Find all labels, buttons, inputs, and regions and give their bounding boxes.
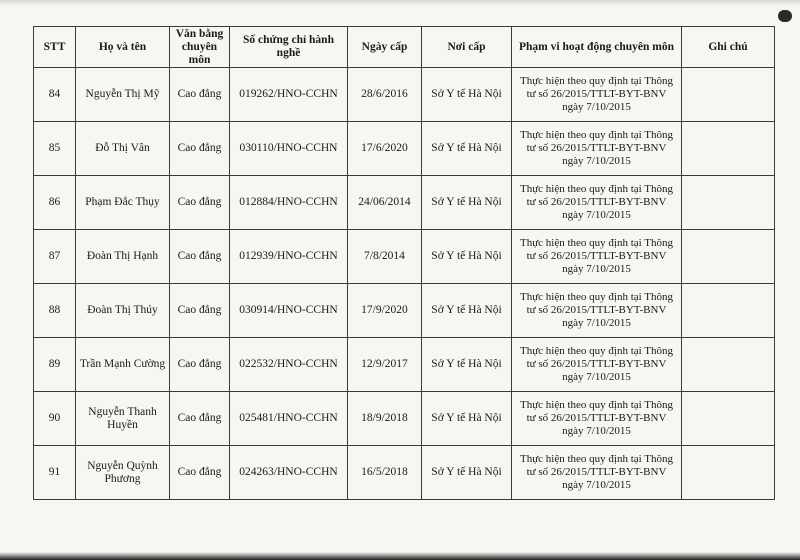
cell-cert: 019262/HNO-CCHN — [230, 68, 348, 122]
table-row — [34, 446, 775, 500]
cell-name: Phạm Đắc Thụy — [76, 176, 170, 230]
cell-note — [682, 122, 775, 176]
cell-scope: Thực hiện theo quy định tại Thông tư số 26/2015/TTLT-BYT-BNV ngày 7/10/2015 — [512, 230, 682, 284]
cell-cert: 030110/HNO-CCHN — [230, 122, 348, 176]
cell-place: Sở Y tế Hà Nội — [422, 230, 512, 284]
cell-scope: Thực hiện theo quy định tại Thông tư số 26/2015/TTLT-BYT-BNV ngày 7/10/2015 — [512, 446, 682, 500]
cell-note — [682, 284, 775, 338]
cell-scope: Thực hiện theo quy định tại Thông tư số 26/2015/TTLT-BYT-BNV ngày 7/10/2015 — [512, 68, 682, 122]
cell-stt: 91 — [34, 446, 76, 500]
cell-date: 7/8/2014 — [348, 230, 422, 284]
table-row — [34, 176, 775, 230]
cell-note — [682, 176, 775, 230]
cell-date: 17/9/2020 — [348, 284, 422, 338]
cell-name: Đỗ Thị Vân — [76, 122, 170, 176]
cell-date: 24/06/2014 — [348, 176, 422, 230]
cell-stt: 86 — [34, 176, 76, 230]
cell-cert: 030914/HNO-CCHN — [230, 284, 348, 338]
cell-place: Sở Y tế Hà Nội — [422, 338, 512, 392]
cell-date: 12/9/2017 — [348, 338, 422, 392]
table-row — [34, 284, 775, 338]
cell-degree: Cao đẳng — [170, 392, 230, 446]
cell-name: Đoàn Thị Thúy — [76, 284, 170, 338]
table-row — [34, 68, 775, 122]
cell-place: Sở Y tế Hà Nội — [422, 446, 512, 500]
cell-name: Nguyễn Quỳnh Phương — [76, 446, 170, 500]
practitioner-table — [33, 26, 775, 500]
cell-place: Sở Y tế Hà Nội — [422, 284, 512, 338]
cell-name: Trần Mạnh Cường — [76, 338, 170, 392]
col-header-stt: STT — [34, 27, 76, 68]
cell-cert: 024263/HNO-CCHN — [230, 446, 348, 500]
cell-degree: Cao đẳng — [170, 176, 230, 230]
table-row — [34, 392, 775, 446]
scan-bottom-shadow — [0, 552, 800, 560]
cell-date: 16/5/2018 — [348, 446, 422, 500]
col-header-cert: Số chứng chỉ hành nghề — [230, 27, 348, 68]
cell-stt: 89 — [34, 338, 76, 392]
cell-degree: Cao đẳng — [170, 68, 230, 122]
cell-scope: Thực hiện theo quy định tại Thông tư số 26/2015/TTLT-BYT-BNV ngày 7/10/2015 — [512, 176, 682, 230]
cell-cert: 025481/HNO-CCHN — [230, 392, 348, 446]
cell-cert: 012884/HNO-CCHN — [230, 176, 348, 230]
table-row — [34, 338, 775, 392]
cell-place: Sở Y tế Hà Nội — [422, 176, 512, 230]
cell-scope: Thực hiện theo quy định tại Thông tư số 26/2015/TTLT-BYT-BNV ngày 7/10/2015 — [512, 392, 682, 446]
cell-place: Sở Y tế Hà Nội — [422, 392, 512, 446]
table-row — [34, 230, 775, 284]
cell-note — [682, 230, 775, 284]
cell-degree: Cao đẳng — [170, 338, 230, 392]
cell-name: Đoàn Thị Hạnh — [76, 230, 170, 284]
cell-stt: 85 — [34, 122, 76, 176]
cell-date: 18/9/2018 — [348, 392, 422, 446]
col-header-date: Ngày cấp — [348, 27, 422, 68]
col-header-note: Ghi chú — [682, 27, 775, 68]
col-header-name: Họ và tên — [76, 27, 170, 68]
cell-place: Sở Y tế Hà Nội — [422, 68, 512, 122]
cell-note — [682, 392, 775, 446]
col-header-scope: Phạm vi hoạt động chuyên môn — [512, 27, 682, 68]
cell-stt: 84 — [34, 68, 76, 122]
cell-date: 17/6/2020 — [348, 122, 422, 176]
cell-degree: Cao đẳng — [170, 230, 230, 284]
cell-degree: Cao đẳng — [170, 446, 230, 500]
cell-degree: Cao đẳng — [170, 122, 230, 176]
cell-degree: Cao đẳng — [170, 284, 230, 338]
cell-stt: 87 — [34, 230, 76, 284]
cell-cert: 012939/HNO-CCHN — [230, 230, 348, 284]
cell-stt: 88 — [34, 284, 76, 338]
scan-top-shadow — [0, 0, 800, 6]
cell-scope: Thực hiện theo quy định tại Thông tư số 26/2015/TTLT-BYT-BNV ngày 7/10/2015 — [512, 284, 682, 338]
cell-name: Nguyễn Thị Mỹ — [76, 68, 170, 122]
scan-edge-mark — [778, 10, 792, 22]
cell-stt: 90 — [34, 392, 76, 446]
cell-note — [682, 446, 775, 500]
cell-date: 28/6/2016 — [348, 68, 422, 122]
table-row — [34, 122, 775, 176]
cell-scope: Thực hiện theo quy định tại Thông tư số 26/2015/TTLT-BYT-BNV ngày 7/10/2015 — [512, 338, 682, 392]
col-header-degree: Văn bằng chuyên môn — [170, 27, 230, 68]
header-row — [34, 27, 775, 68]
cell-place: Sở Y tế Hà Nội — [422, 122, 512, 176]
cell-note — [682, 338, 775, 392]
cell-scope: Thực hiện theo quy định tại Thông tư số 26/2015/TTLT-BYT-BNV ngày 7/10/2015 — [512, 122, 682, 176]
cell-name: Nguyễn Thanh Huyền — [76, 392, 170, 446]
cell-cert: 022532/HNO-CCHN — [230, 338, 348, 392]
col-header-place: Nơi cấp — [422, 27, 512, 68]
cell-note — [682, 68, 775, 122]
